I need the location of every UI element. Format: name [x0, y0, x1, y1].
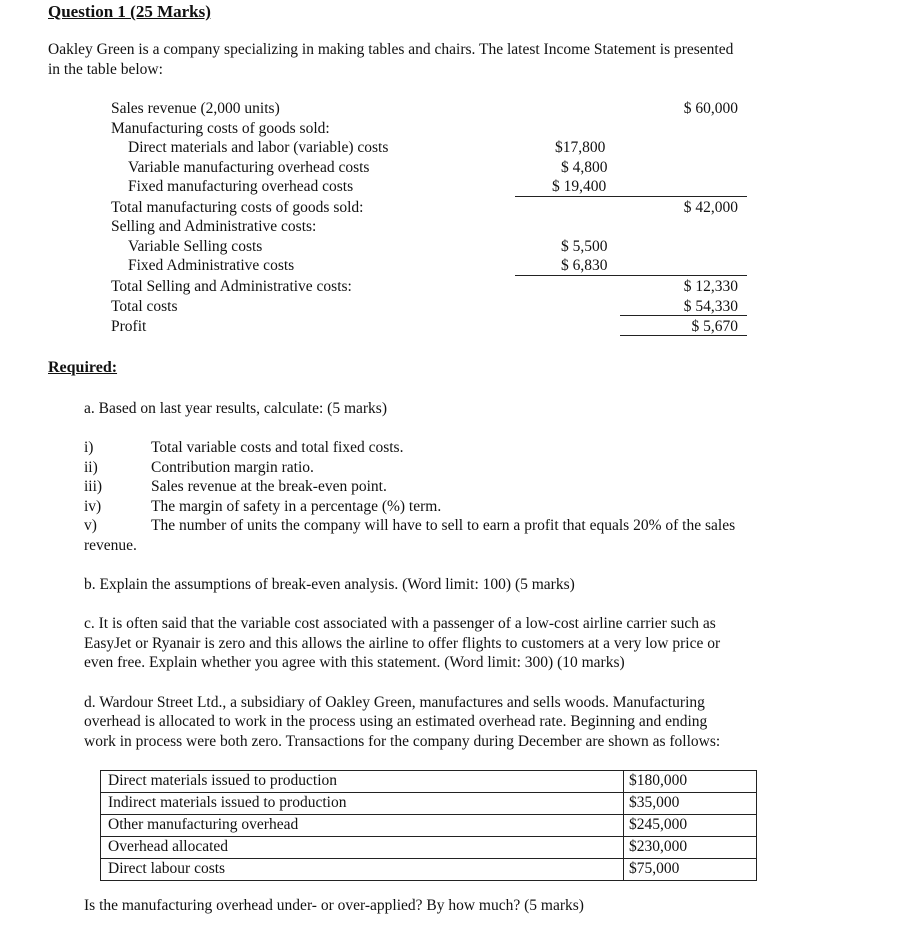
divider [515, 275, 747, 276]
part-d-line-3: work in process were both zero. Transactions for the company during December are shown as follows: [84, 733, 721, 750]
part-c-line-2: EasyJet or Ryanair is zero and this allows the airline to offer flights to customers at a very low price or [84, 635, 721, 652]
intro-line-1: Oakley Green is a company specializing in making tables and chairs. The latest Income Statement is presented [48, 41, 734, 58]
is-label: Manufacturing costs of goods sold: [111, 120, 330, 137]
intro-line-2: in the table below: [48, 61, 163, 78]
is-label: Sales revenue (2,000 units) [111, 100, 280, 117]
table-row [101, 815, 756, 837]
is-label: Direct materials and labor (variable) costs [128, 139, 389, 156]
required-heading: Required: [48, 359, 118, 376]
table-row [101, 793, 756, 815]
item-text: Sales revenue at the break-even point. [151, 478, 387, 495]
table-row [101, 859, 756, 880]
transaction-label: Other manufacturing overhead [108, 816, 299, 833]
is-label: Variable Selling costs [128, 238, 263, 255]
is-label: Selling and Administrative costs: [111, 218, 317, 235]
is-col1: $ 19,400 [552, 178, 607, 195]
is-label: Variable manufacturing overhead costs [128, 159, 370, 176]
is-label: Fixed manufacturing overhead costs [128, 178, 354, 195]
divider [515, 196, 747, 197]
table-row [101, 837, 756, 859]
transactions-table [100, 770, 757, 881]
is-label: Total manufacturing costs of goods sold: [111, 199, 364, 216]
transaction-amount: $180,000 [623, 771, 756, 792]
transaction-amount: $35,000 [623, 793, 756, 814]
is-col2: $ 12,330 [683, 278, 738, 295]
is-label: Fixed Administrative costs [128, 257, 295, 274]
divider [620, 335, 747, 336]
part-c-line-1: c. It is often said that the variable cost associated with a passenger of a low-cost airline carrier such as [84, 615, 716, 632]
part-d-line-1: d. Wardour Street Ltd., a subsidiary of Oakley Green, manufactures and sells woods. Manufacturing [84, 694, 705, 711]
is-col2: $ 42,000 [683, 199, 738, 216]
transaction-label: Direct labour costs [108, 860, 226, 877]
item-number: iii) [84, 478, 103, 495]
transaction-amount: $230,000 [623, 837, 756, 858]
item-text: Total variable costs and total fixed costs. [151, 439, 404, 456]
is-label: Total costs [111, 298, 178, 315]
item-text-continued: revenue. [84, 537, 137, 554]
is-col2: $ 54,330 [683, 298, 738, 315]
part-b: b. Explain the assumptions of break-even analysis. (Word limit: 100) (5 marks) [84, 576, 575, 593]
item-text: The margin of safety in a percentage (%) term. [151, 498, 442, 515]
question-title: Question 1 (25 Marks) [48, 2, 211, 21]
transaction-amount: $245,000 [623, 815, 756, 836]
table-row [101, 771, 756, 793]
item-number: i) [84, 439, 94, 456]
is-col1: $ 4,800 [561, 159, 608, 176]
item-text: The number of units the company will have to sell to earn a profit that equals 20% of the sales [151, 517, 736, 534]
transaction-label: Indirect materials issued to production [108, 794, 347, 811]
part-d-line-2: overhead is allocated to work in the process using an estimated overhead rate. Beginning and ending [84, 713, 708, 730]
divider [620, 315, 747, 316]
part-c-line-3: even free. Explain whether you agree with this statement. (Word limit: 300) (10 marks) [84, 654, 625, 671]
is-label: Total Selling and Administrative costs: [111, 278, 352, 295]
is-col2: $ 5,670 [691, 318, 738, 335]
transaction-label: Direct materials issued to production [108, 772, 337, 789]
item-number: iv) [84, 498, 102, 515]
transaction-amount: $75,000 [623, 859, 756, 880]
is-col1: $ 5,500 [561, 238, 608, 255]
transaction-label: Overhead allocated [108, 838, 229, 855]
item-number: v) [84, 517, 97, 534]
is-label: Profit [111, 318, 147, 335]
is-col1: $ 6,830 [561, 257, 608, 274]
is-col2: $ 60,000 [683, 100, 738, 117]
item-number: ii) [84, 459, 98, 476]
item-text: Contribution margin ratio. [151, 459, 314, 476]
part-a: a. Based on last year results, calculate: (5 marks) [84, 400, 387, 417]
is-col1: $17,800 [555, 139, 606, 156]
final-question: Is the manufacturing overhead under- or over-applied? By how much? (5 marks) [84, 897, 584, 914]
